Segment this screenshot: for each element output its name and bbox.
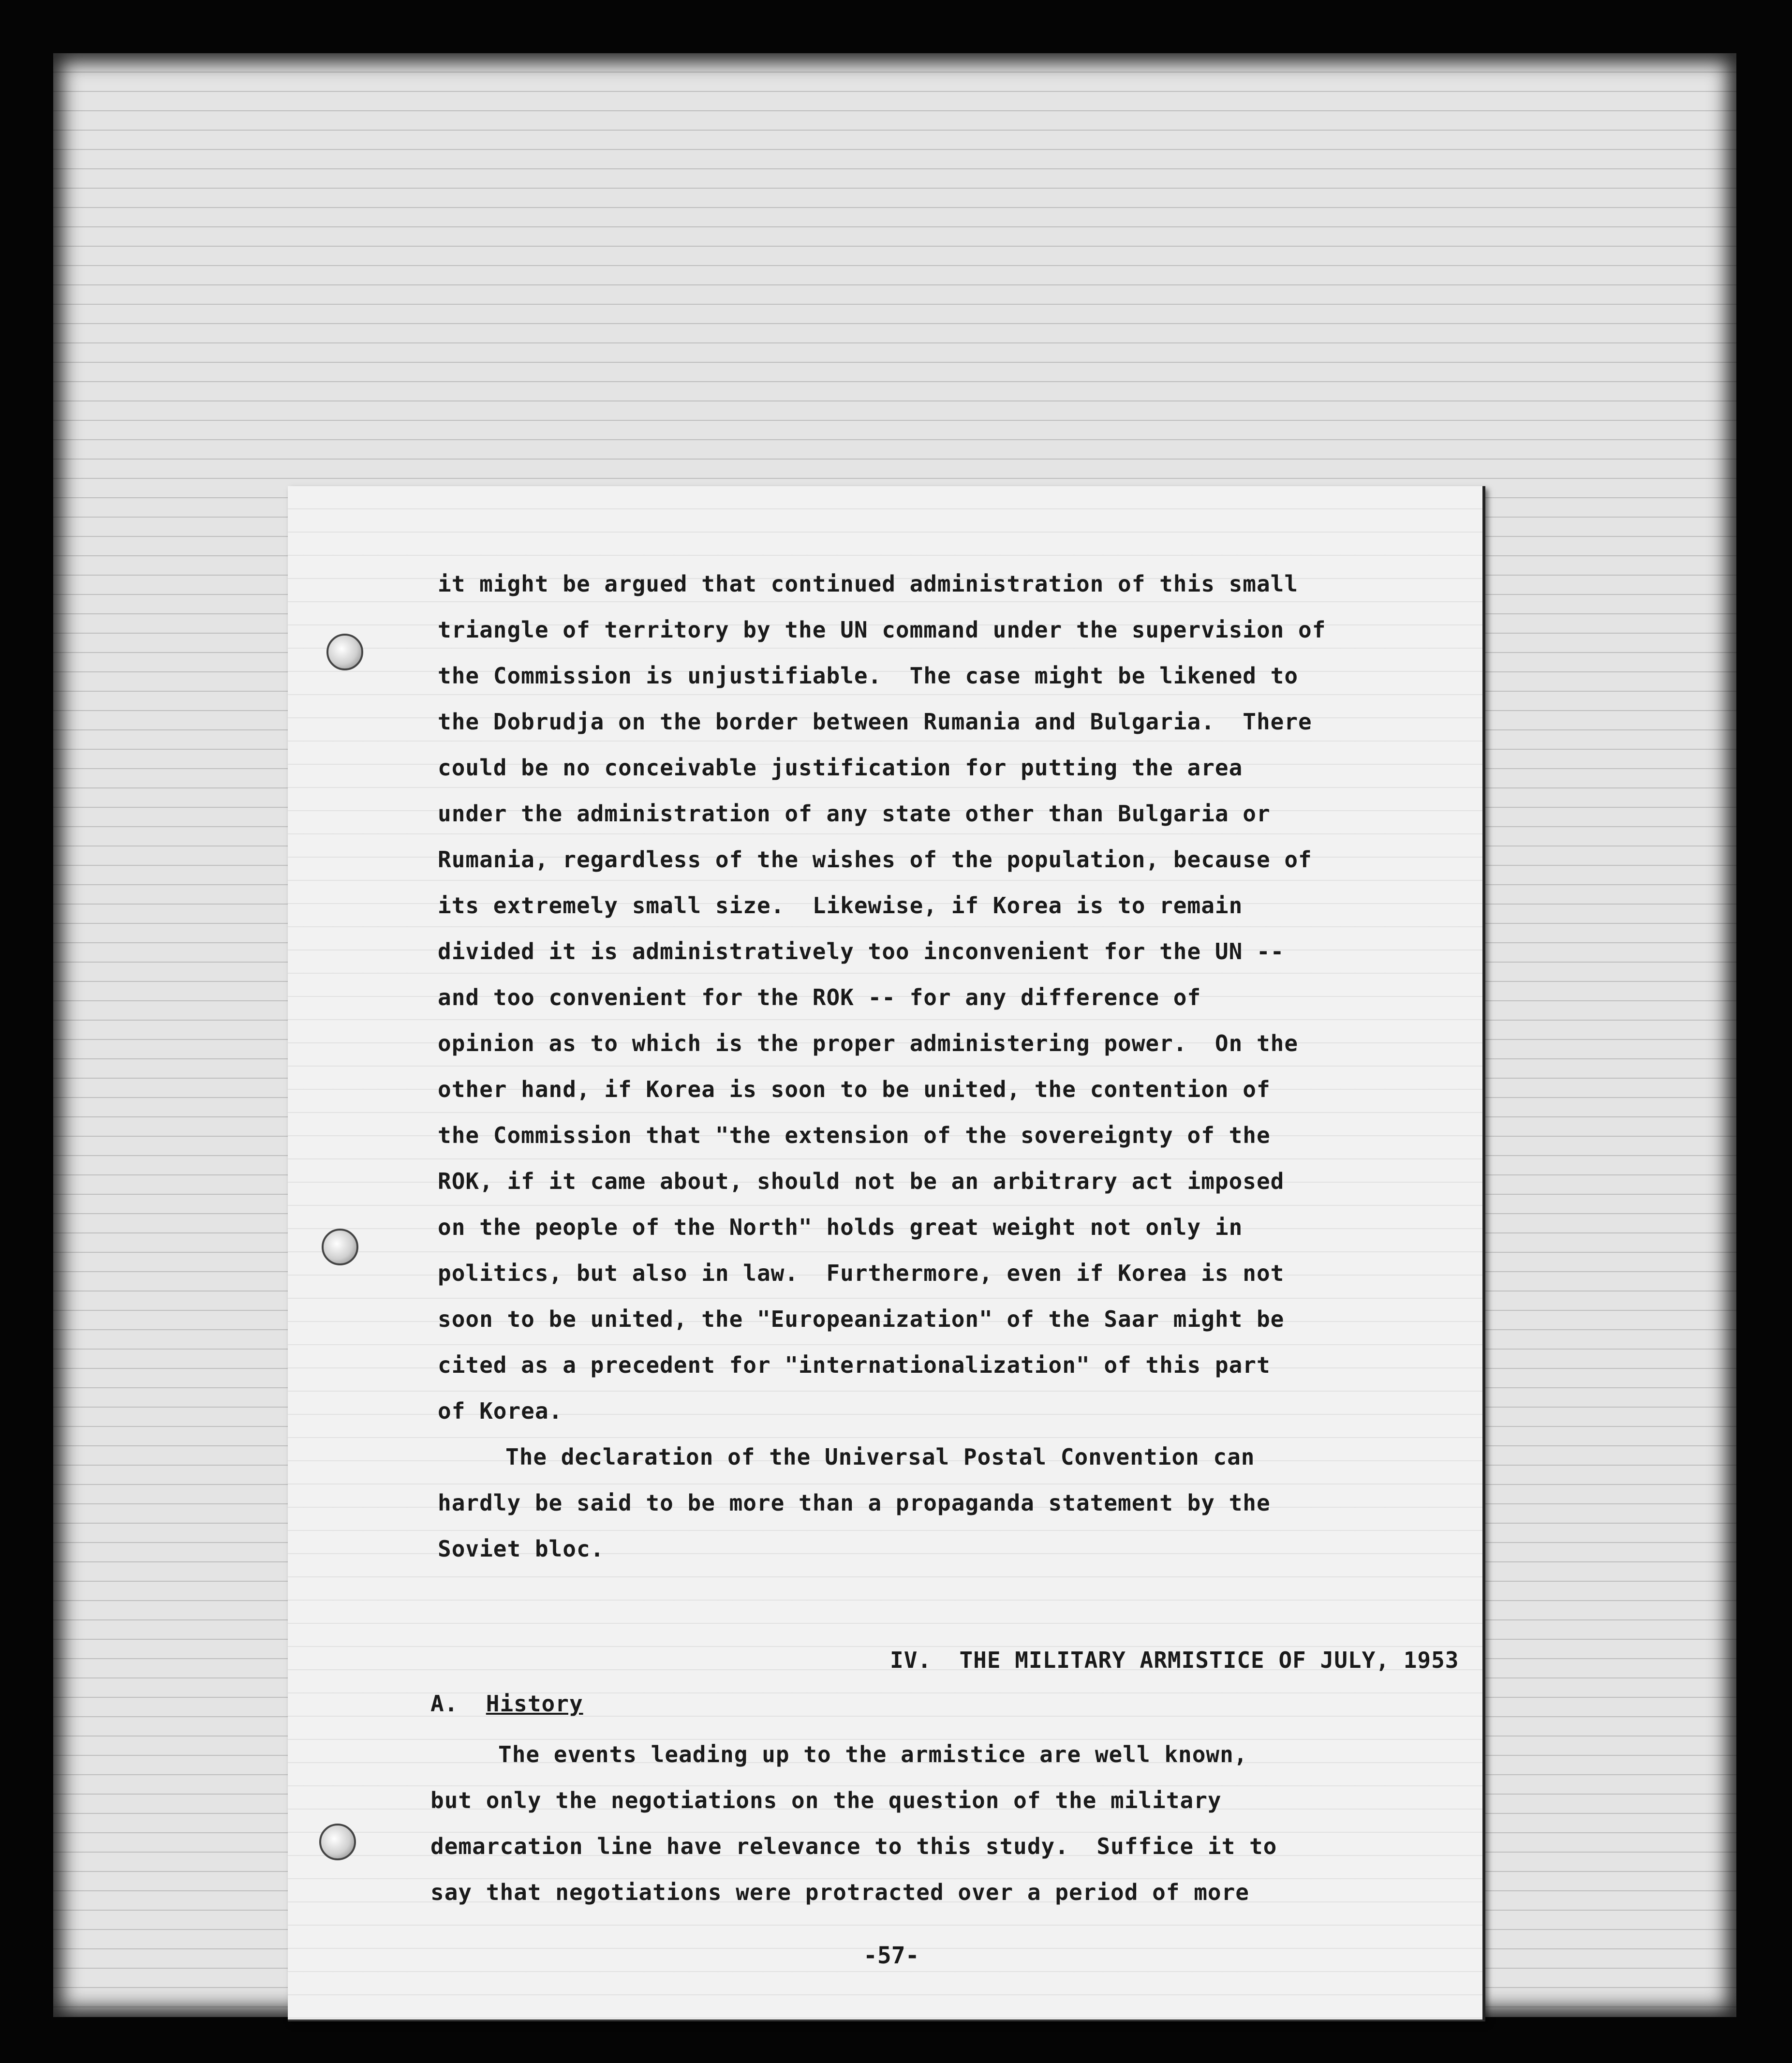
- text-line: cited as a precedent for "internationalization" of this part: [438, 1352, 1271, 1378]
- document-page: [288, 486, 1485, 2021]
- punch-hole-top: [326, 634, 363, 670]
- text-line: say that negotiations were protracted over a period of more: [430, 1879, 1249, 1905]
- text-line: but only the negotiations on the question of the military: [430, 1787, 1222, 1813]
- text-line: the Dobrudja on the border between Rumania and Bulgaria. There: [438, 709, 1312, 735]
- history-text: [430, 1732, 1422, 1915]
- text-line: under the administration of any state other than Bulgaria or: [438, 801, 1271, 827]
- punch-hole-bottom: [319, 1824, 356, 1860]
- text-line: triangle of territory by the UN command under the supervision of: [438, 617, 1326, 643]
- text-line: its extremely small size. Likewise, if Korea is to remain: [438, 892, 1243, 919]
- text-line: could be no conceivable justification for putting the area: [438, 755, 1243, 781]
- text-line: it might be argued that continued administration of this small: [438, 571, 1299, 597]
- text-line: politics, but also in law. Furthermore, even if Korea is not: [438, 1260, 1285, 1286]
- text-line: the Commission is unjustifiable. The case might be likened to: [438, 663, 1299, 689]
- text-line: other hand, if Korea is soon to be united, the contention of: [438, 1076, 1271, 1102]
- section-heading: IV. THE MILITARY ARMISTICE OF JULY, 1953: [890, 1647, 1459, 1673]
- text-line: the Commission that "the extension of the sovereignty of the: [438, 1122, 1271, 1148]
- text-line: of Korea.: [438, 1398, 563, 1424]
- text-line: on the people of the North" holds great weight not only in: [438, 1214, 1243, 1240]
- text-line: The events leading up to the armistice are well known,: [498, 1741, 1248, 1767]
- text-line: Rumania, regardless of the wishes of the population, because of: [438, 846, 1312, 873]
- text-line: ROK, if it came about, should not be an arbitrary act imposed: [438, 1168, 1285, 1194]
- subsection-title: History: [486, 1691, 583, 1717]
- page-number: -57-: [863, 1942, 919, 1969]
- text-line: hardly be said to be more than a propaganda statement by the: [438, 1490, 1271, 1516]
- subsection-heading: [430, 1691, 583, 1717]
- text-line: divided it is administratively too inconvenient for the UN --: [438, 938, 1285, 965]
- text-line: Soviet bloc.: [438, 1536, 605, 1562]
- punch-hole-middle: [322, 1229, 358, 1265]
- text-line: and too convenient for the ROK -- for any difference of: [438, 984, 1201, 1010]
- text-line: The declaration of the Universal Postal Convention can: [505, 1444, 1255, 1470]
- text-line: soon to be united, the "Europeanization" of the Saar might be: [438, 1306, 1285, 1332]
- text-line: opinion as to which is the proper administering power. On the: [438, 1030, 1299, 1056]
- text-line: demarcation line have relevance to this study. Suffice it to: [430, 1833, 1277, 1859]
- subsection-letter: A.: [430, 1691, 459, 1717]
- body-text: [438, 561, 1405, 1572]
